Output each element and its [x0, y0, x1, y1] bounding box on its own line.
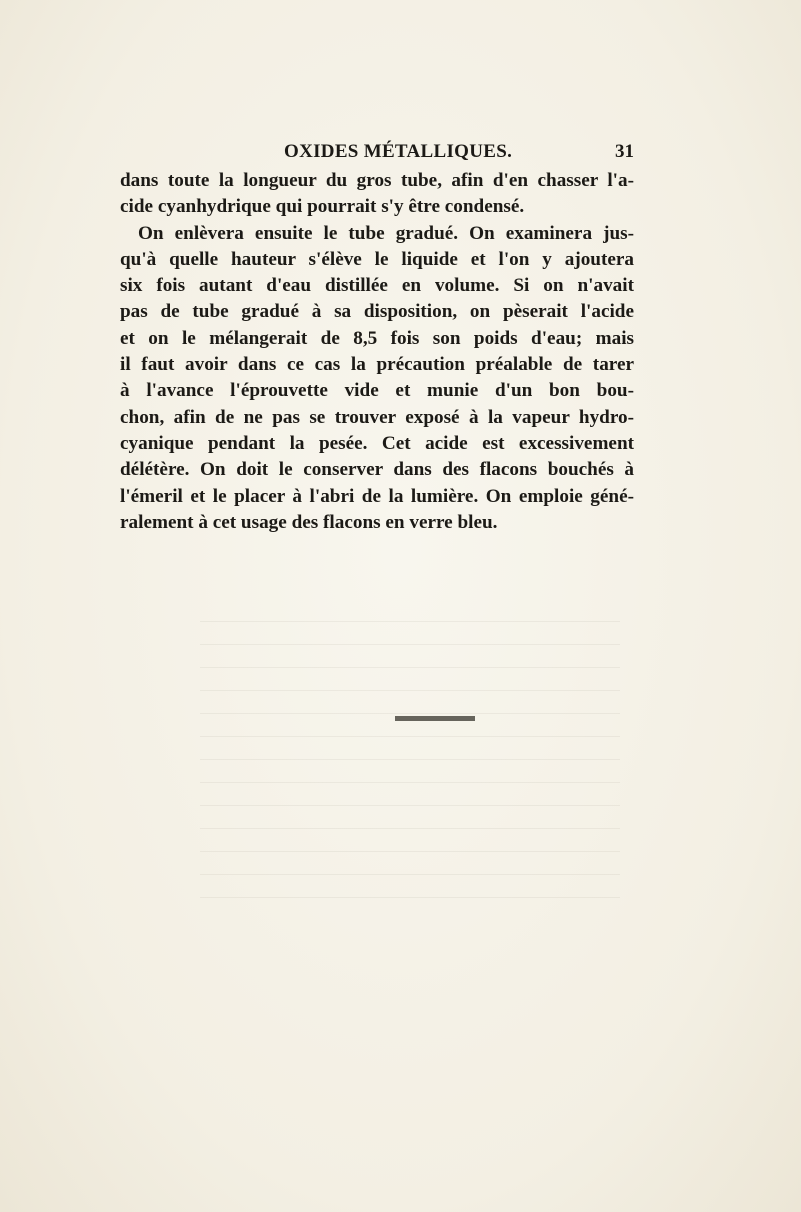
show-through-mark [395, 716, 475, 721]
text-line: il faut avoir dans ce cas la précaution préalable de tarer [120, 354, 634, 376]
text-line: On enlèvera ensuite le tube gradué. On examinera jus- [138, 222, 634, 244]
text-line: cyanique pendant la pesée. Cet acide est excessivement [120, 432, 634, 454]
running-title: OXIDES MÉTALLIQUES. [284, 141, 513, 162]
running-head [120, 141, 634, 167]
text-line: six fois autant d'eau distillée en volume. Si on n'avait [120, 275, 634, 297]
text-line: ralement à cet usage des flacons en verre bleu. [120, 511, 498, 533]
text-line: pas de tube gradué à sa disposition, on pèserait l'acide [120, 301, 634, 323]
text-line: cide cyanhydrique qui pourrait s'y être condensé. [120, 196, 525, 218]
text-line: l'émeril et le placer à l'abri de la lumière. On emploie géné- [120, 485, 634, 507]
page-number: 31 [615, 141, 634, 162]
text-line: à l'avance l'éprouvette vide et munie d'un bon bou- [120, 380, 634, 402]
text-line: et on le mélangerait de 8,5 fois son poids d'eau; mais [120, 327, 634, 349]
text-line: qu'à quelle hauteur s'élève le liquide et l'on y ajoutera [120, 248, 634, 270]
body-paragraphs [120, 168, 634, 536]
text-line: chon, afin de ne pas se trouver exposé à la vapeur hydro- [120, 406, 634, 428]
text-line: délétère. On doit le conserver dans des flacons bouchés à [120, 459, 634, 481]
text-line: dans toute la longueur du gros tube, afin d'en chasser l'a- [120, 170, 634, 191]
show-through-texture [200, 600, 620, 920]
